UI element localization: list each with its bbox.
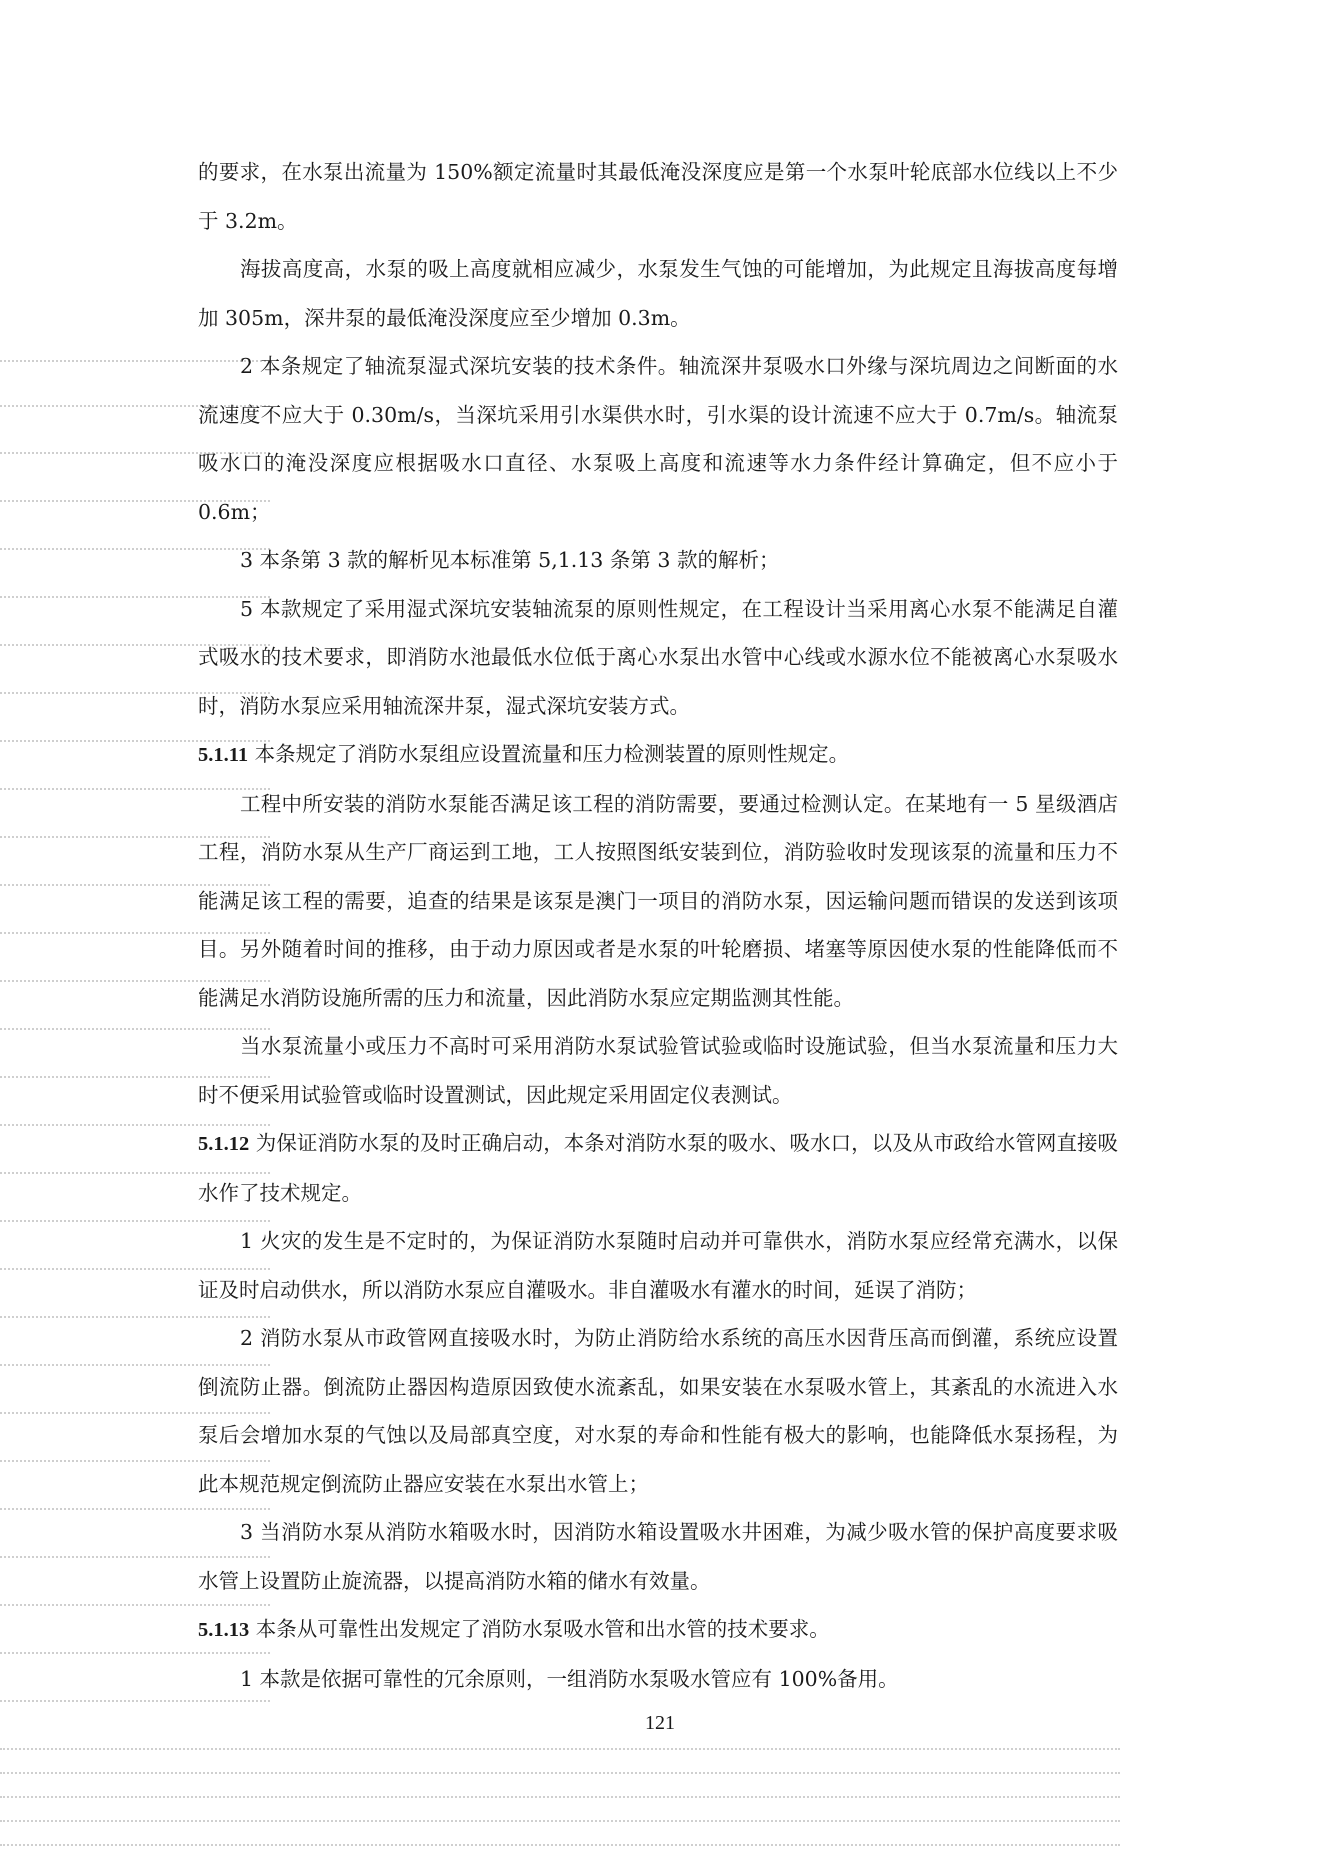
paragraph: 1 火灾的发生是不定时的，为保证消防水泵随时启动并可靠供水，消防水泵应经常充满水，以保证及时启动供水，所以消防水泵应自灌吸水。非自灌吸水有灌水的时间，延误了消防； bbox=[198, 1229, 1118, 1302]
section-text: 本条规定了消防水泵组应设置流量和压力检测装置的原则性规定。 bbox=[248, 742, 850, 766]
section-heading bbox=[198, 1119, 1118, 1217]
scan-artifact bbox=[0, 1748, 1120, 1750]
section-number: 5.1.11 bbox=[198, 744, 249, 766]
paragraph: 2 本条规定了轴流泵湿式深坑安装的技术条件。轴流深井泵吸水口外缘与深坑周边之间断面的水流速度不应大于 0.30m/s，当深坑采用引水渠供水时，引水渠的设计流速不应大于 0.7m/s。轴流泵吸水口的淹没深度应根据吸水口直径、水泵吸上高度和流速等水力条件经计算确定，但不应小于 0.6m； bbox=[198, 354, 1118, 524]
scan-artifact bbox=[0, 1844, 1120, 1846]
paragraph: 3 当消防水泵从消防水箱吸水时，因消防水箱设置吸水井困难，为减少吸水管的保护高度要求吸水管上设置防止旋流器，以提高消防水箱的储水有效量。 bbox=[198, 1520, 1118, 1593]
paragraph: 2 消防水泵从市政管网直接吸水时，为防止消防给水系统的高压水因背压高而倒灌，系统应设置倒流防止器。倒流防止器因构造原因致使水流紊乱，如果安装在水泵吸水管上，其紊乱的水流进入水泵后会增加水泵的气蚀以及局部真空度，对水泵的寿命和性能有极大的影响，也能降低水泵扬程，为此本规范规定倒流防止器应安装在水泵出水管上； bbox=[198, 1326, 1118, 1496]
paragraph: 海拔高度高，水泵的吸上高度就相应减少，水泵发生气蚀的可能增加，为此规定且海拔高度每增加 305m，深井泵的最低淹没深度应至少增加 0.3m。 bbox=[198, 257, 1118, 330]
paragraph: 当水泵流量小或压力不高时可采用消防水泵试验管试验或临时设施试验，但当水泵流量和压力大时不便采用试验管或临时设置测试，因此规定采用固定仪表测试。 bbox=[198, 1034, 1118, 1107]
paragraph: 1 本款是依据可靠性的冗余原则，一组消防水泵吸水管应有 100%备用。 bbox=[240, 1666, 899, 1691]
scan-artifact bbox=[0, 1820, 1120, 1822]
section-heading bbox=[198, 1605, 1118, 1655]
scan-artifact bbox=[0, 1772, 1120, 1774]
section-number: 5.1.13 bbox=[198, 1619, 250, 1641]
section-heading bbox=[198, 730, 1118, 780]
paragraph: 的要求，在水泵出流量为 150%额定流量时其最低淹没深度应是第一个水泵叶轮底部水位线以上不少于 3.2m。 bbox=[198, 160, 1118, 233]
paragraph: 工程中所安装的消防水泵能否满足该工程的消防需要，要通过检测认定。在某地有一 5 星级酒店工程，消防水泵从生产厂商运到工地，工人按照图纸安装到位，消防验收时发现该泵的流量和压力不能满足该工程的需要，追查的结果是该泵是澳门一项目的消防水泵，因运输问题而错误的发送到该项目。另外随着时间的推移，由于动力原因或者是水泵的叶轮磨损、堵塞等原因使水泵的性能降低而不能满足水消防设施所需的压力和流量，因此消防水泵应定期监测其性能。 bbox=[198, 791, 1118, 1010]
section-number: 5.1.12 bbox=[198, 1133, 250, 1155]
body-text bbox=[198, 148, 1118, 1703]
paragraph: 3 本条第 3 款的解析见本标准第 5,1.13 条第 3 款的解析； bbox=[240, 548, 780, 572]
page-number: 121 bbox=[645, 1712, 675, 1734]
paragraph: 5 本款规定了采用湿式深坑安装轴流泵的原则性规定，在工程设计当采用离心水泵不能满足自灌式吸水的技术要求，即消防水池最低水位低于离心水泵出水管中心线或水源水位不能被离心水泵吸水时，消防水泵应采用轴流深井泵，湿式深坑安装方式。 bbox=[198, 596, 1118, 718]
section-text: 为保证消防水泵的及时正确启动，本条对消防水泵的吸水、吸水口，以及从市政给水管网直接吸水作了技术规定。 bbox=[198, 1131, 1118, 1205]
section-text: 本条从可靠性出发规定了消防水泵吸水管和出水管的技术要求。 bbox=[249, 1617, 830, 1641]
scan-artifact bbox=[0, 1796, 1120, 1798]
